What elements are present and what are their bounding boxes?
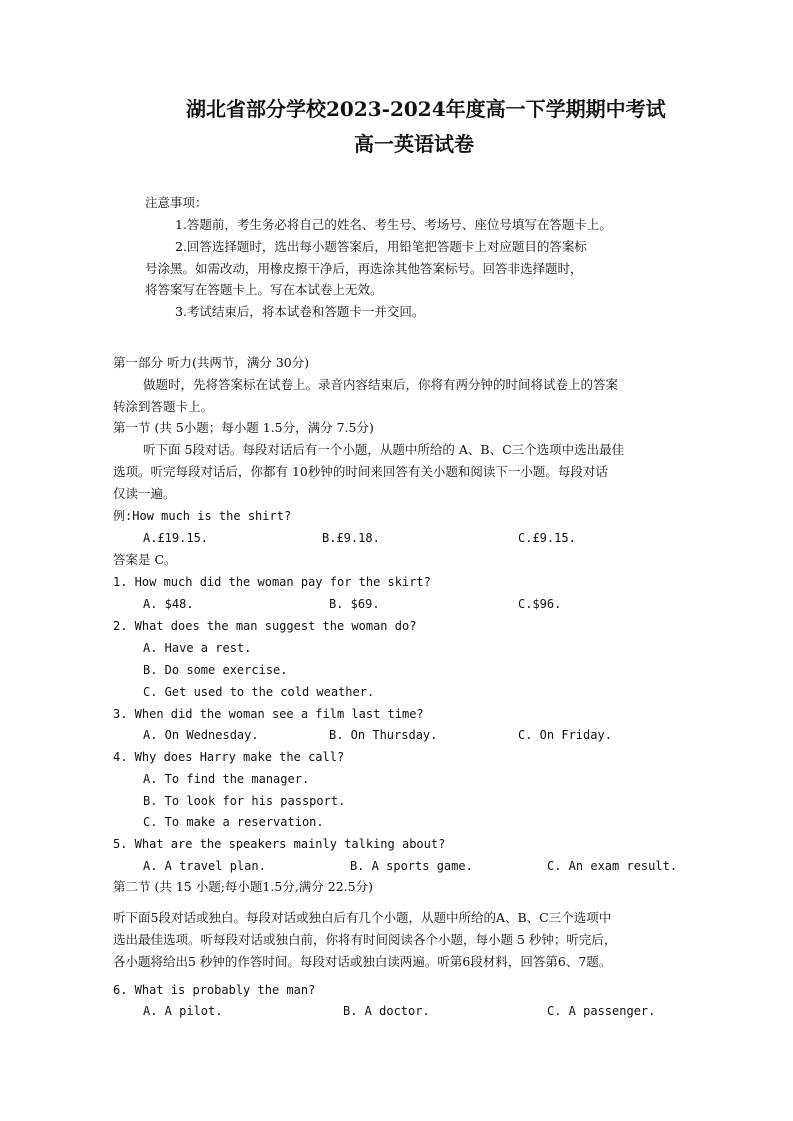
section1-instruction-cont: 仅读一遍。: [113, 486, 176, 501]
q1-option-b: B. $69.: [329, 597, 380, 611]
question-3: 3. When did the woman see a film last time?: [113, 707, 424, 721]
section2-instruction-cont: 选出最佳选项。听每段对话或独白前，你将有时间阅读各个小题，每小题 5 秒钟；听完后，: [113, 932, 617, 947]
section2-instruction-cont: 各小题将给出5 秒钟的作答时间。每段对话或独白读两遍。听第6段材料，回答第6、7题。: [113, 954, 612, 969]
q2-option-c: C. Get used to the cold weather.: [143, 685, 375, 699]
question-6: 6. What is probably the man?: [113, 983, 316, 997]
example-question: 例:How much is the shirt?: [113, 509, 292, 523]
notice-item-2-cont: 将答案写在答题卡上。写在本试卷上无效。: [145, 282, 383, 297]
question-1: 1. How much did the woman pay for the skirt?: [113, 575, 431, 589]
section1-instruction: 听下面 5段对话。每段对话后有一个小题，从题中所给的 A、B、C三个选项中选出最佳: [143, 442, 625, 457]
part1-heading: 第一部分 听力(共两节，满分 30分): [113, 355, 310, 370]
q3-option-c: C. On Friday.: [518, 728, 612, 742]
part1-instruction-cont: 转涂到答题卡上。: [113, 399, 214, 414]
question-2: 2. What does the man suggest the woman do?: [113, 619, 417, 633]
q2-option-b: B. Do some exercise.: [143, 663, 288, 677]
q4-option-c: C. To make a reservation.: [143, 815, 324, 829]
question-5: 5. What are the speakers mainly talking about?: [113, 837, 446, 851]
question-4: 4. Why does Harry make the call?: [113, 750, 345, 764]
section2-instruction: 听下面5段对话或独白。每段对话或独白后有几个小题，从题中所给的A、B、C三个选项中: [113, 910, 612, 925]
exam-subtitle: 高一英语试卷: [354, 132, 474, 156]
notice-item-1: 1.答题前，考生务必将自己的姓名、考生号、考场号、座位号填写在答题卡上。: [175, 217, 612, 232]
q6-option-a: A. A pilot.: [143, 1004, 223, 1018]
section1-heading: 第一节 (共 5小题；每小题 1.5分，满分 7.5分): [113, 420, 374, 435]
q5-option-b: B. A sports game.: [350, 859, 473, 873]
q5-option-c: C. An exam result.: [547, 859, 678, 873]
section2-heading: 第二节 (共 15 小题;每小题1.5分,满分 22.5分): [113, 879, 373, 894]
notice-item-2-cont: 号涂黑。如需改动，用橡皮擦干净后，再选涂其他答案标号。回答非选择题时，: [145, 261, 583, 276]
notice-item-3: 3.考试结束后，将本试卷和答题卡一并交回。: [175, 304, 425, 319]
q5-option-a: A. A travel plan.: [143, 859, 266, 873]
q4-option-a: A. To find the manager.: [143, 772, 310, 786]
q2-option-a: A. Have a rest.: [143, 641, 252, 655]
example-option-a: A.£19.15.: [143, 531, 209, 545]
q1-option-c: C.$96.: [518, 597, 562, 611]
q3-option-a: A. On Wednesday.: [143, 728, 259, 742]
section1-instruction-cont: 选项。听完每段对话后，你都有 10秒钟的时间来回答有关小题和阅读下一小题。每段对话: [113, 464, 608, 479]
q4-option-b: B. To look for his passport.: [143, 794, 346, 808]
example-option-c: C.£9.15.: [518, 531, 576, 545]
q6-option-c: C. A passenger.: [547, 1004, 656, 1018]
part1-instruction: 做题时，先将答案标在试卷上。录音内容结束后，你将有两分钟的时间将试卷上的答案: [143, 377, 619, 392]
example-option-b: B.£9.18.: [322, 531, 380, 545]
notice-item-2: 2.回答选择题时，选出每小题答案后，用铅笔把答题卡上对应题目的答案标: [175, 239, 587, 254]
exam-title: 湖北省部分学校2023-2024年度高一下学期期中考试: [186, 97, 666, 121]
q1-option-a: A. $48.: [143, 597, 194, 611]
q3-option-b: B. On Thursday.: [329, 728, 438, 742]
q6-option-b: B. A doctor.: [343, 1004, 430, 1018]
notice-heading: 注意事项：: [145, 195, 208, 210]
example-answer: 答案是 C。: [113, 552, 177, 567]
